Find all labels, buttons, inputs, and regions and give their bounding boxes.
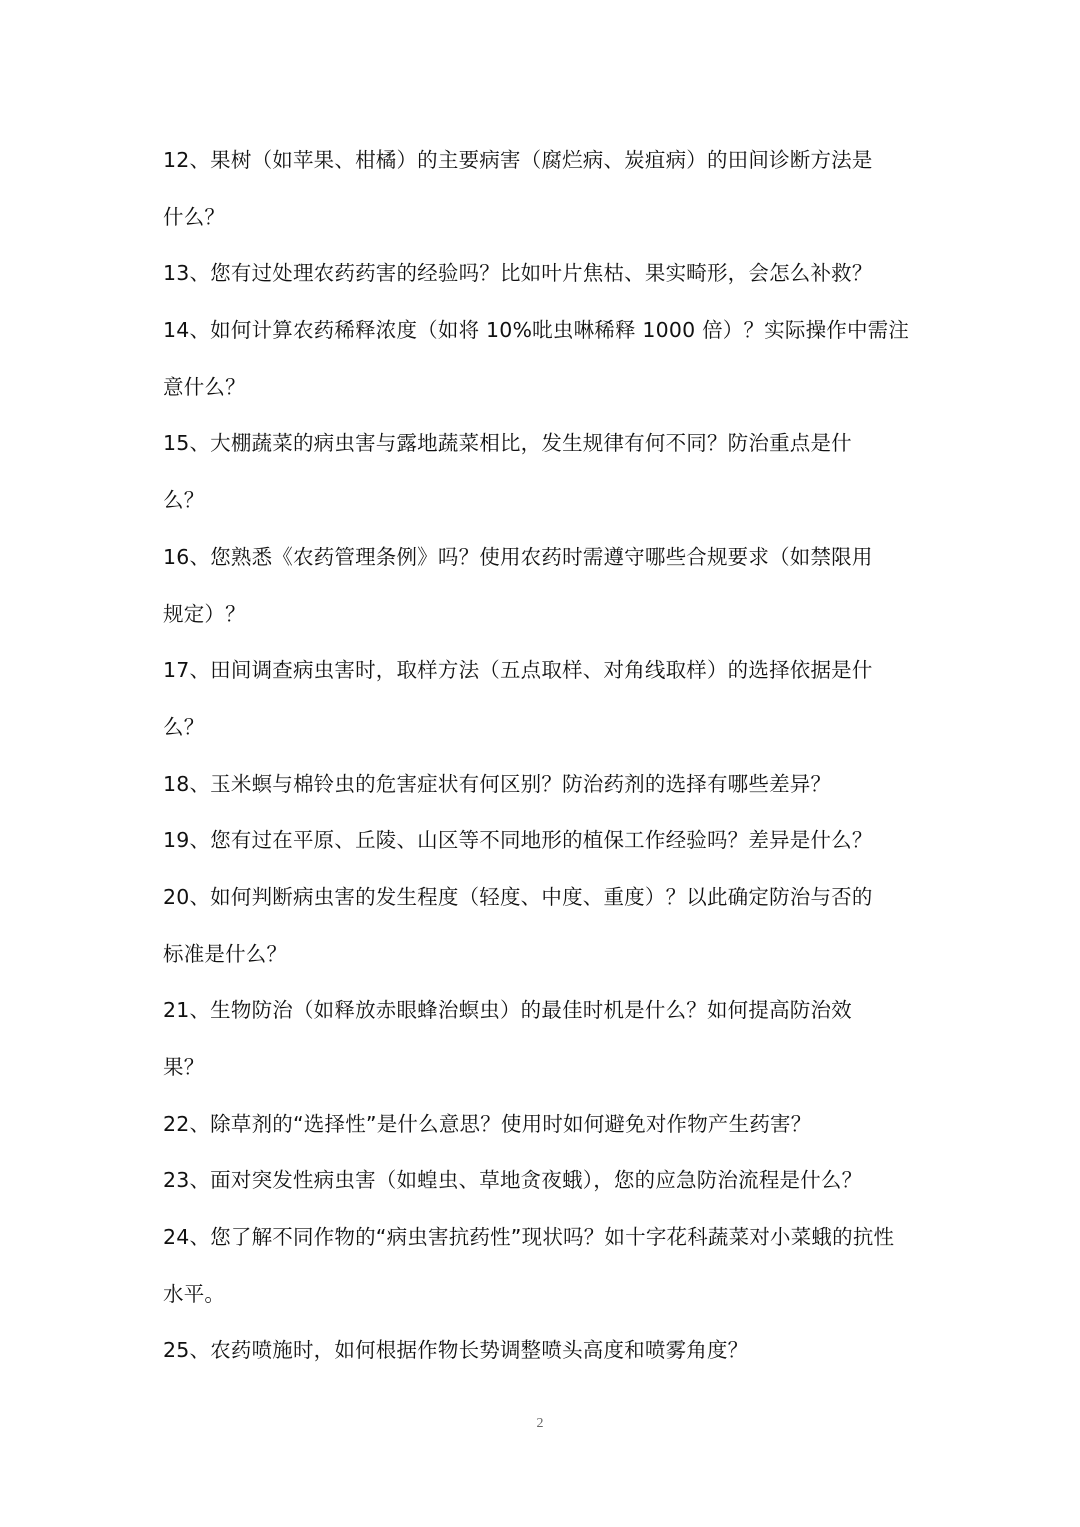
question-list bbox=[163, 132, 923, 1379]
text-line: 16、您熟悉《农药管理条例》吗？使用农药时需遵守哪些合规要求（如禁限用 bbox=[163, 544, 873, 569]
text-line: 果？ bbox=[163, 1055, 205, 1079]
text-line: 意什么？ bbox=[163, 374, 246, 399]
text-line: 15、大棚蔬菜的病虫害与露地蔬菜相比，发生规律有何不同？防治重点是什 bbox=[163, 431, 852, 456]
text-line: 么？ bbox=[163, 714, 205, 739]
text-line: 18、玉米螟与棉铃虫的危害症状有何区别？防治药剂的选择有哪些差异？ bbox=[163, 771, 832, 796]
text-line: 20、如何判断病虫害的发生程度（轻度、中度、重度）？以此确定防治与否的 bbox=[163, 884, 873, 909]
text-line: 么？ bbox=[163, 488, 205, 513]
text-line: 25、农药喷施时，如何根据作物长势调整喷头高度和喷雾角度？ bbox=[163, 1338, 749, 1363]
text-line: 14、如何计算农药稀释浓度（如将 10%吡虫啉稀释 1000 倍）？实际操作中需注 bbox=[163, 318, 910, 343]
text-line: 水平。 bbox=[163, 1281, 226, 1306]
text-line: 规定）？ bbox=[163, 601, 246, 626]
text-line: 12、果树（如苹果、柑橘）的主要病害（腐烂病、炭疽病）的田间诊断方法是 bbox=[163, 148, 873, 172]
text-line: 22、除草剂的“选择性”是什么意思？使用时如何避免对作物产生药害？ bbox=[163, 1111, 812, 1136]
text-line: 标准是什么？ bbox=[163, 941, 288, 966]
text-line: 19、您有过在平原、丘陵、山区等不同地形的植保工作经验吗？差异是什么？ bbox=[163, 828, 873, 853]
text-line: 什么？ bbox=[163, 204, 226, 229]
text-line: 17、田间调查病虫害时，取样方法（五点取样、对角线取样）的选择依据是什 bbox=[163, 658, 873, 683]
page-number: 2 bbox=[536, 1416, 544, 1431]
text-line: 23、面对突发性病虫害（如蝗虫、草地贪夜蛾），您的应急防治流程是什么？ bbox=[163, 1168, 863, 1193]
text-line: 21、生物防治（如释放赤眼蜂治螟虫）的最佳时机是什么？如何提高防治效 bbox=[163, 998, 852, 1023]
text-line: 13、您有过处理农药药害的经验吗？比如叶片焦枯、果实畸形，会怎么补救？ bbox=[163, 261, 873, 286]
text-line: 24、您了解不同作物的“病虫害抗药性”现状吗？如十字花科蔬菜对小菜蛾的抗性 bbox=[163, 1225, 895, 1250]
